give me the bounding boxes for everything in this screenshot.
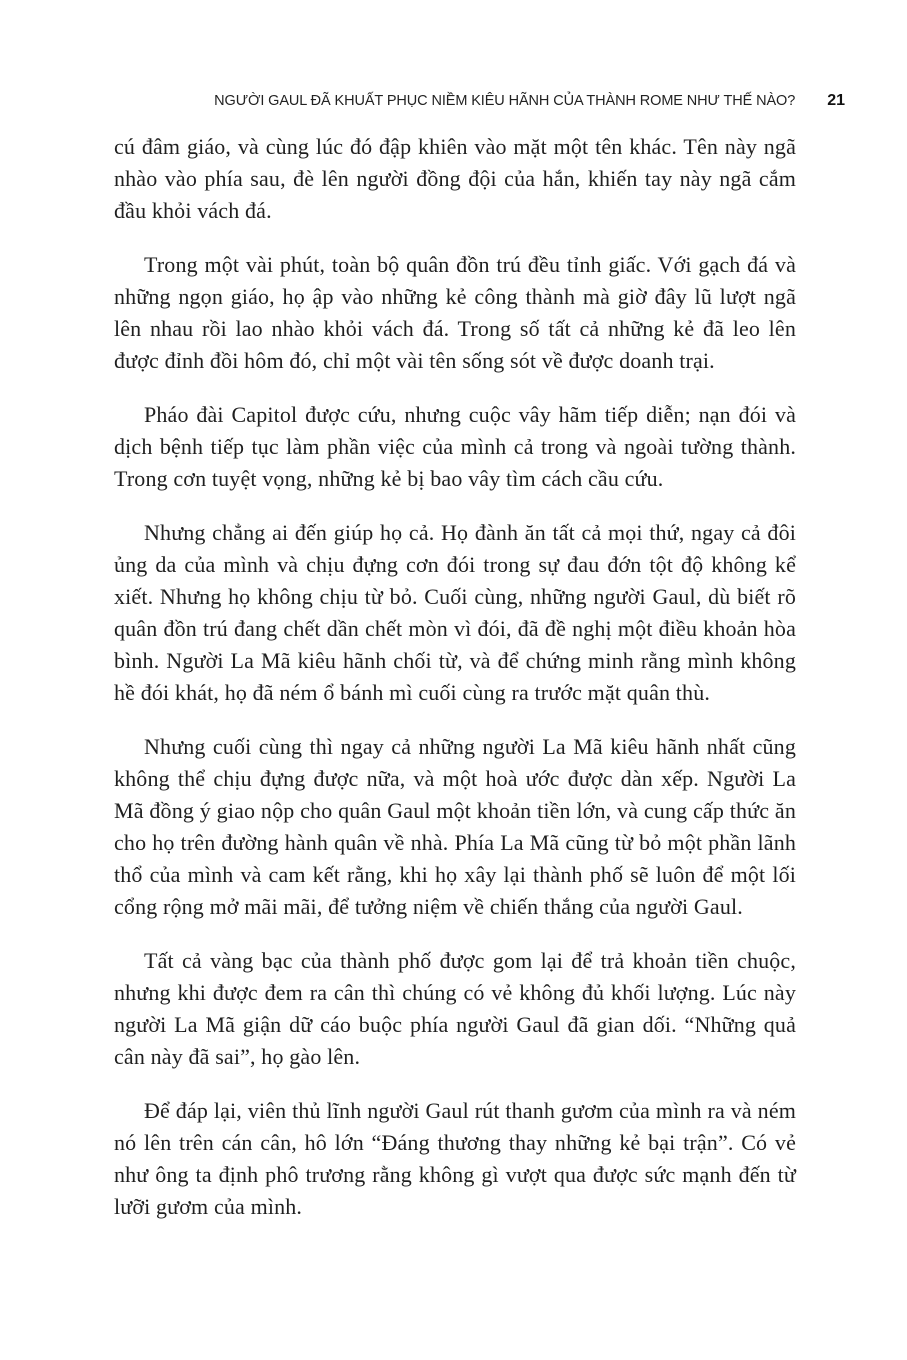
paragraph-7: Để đáp lại, viên thủ lĩnh người Gaul rút thanh gươm của mình ra và ném nó lên trên cán cân, hô lớn “Đáng thương thay những kẻ bại trận”. Có vẻ như ông ta định phô trương rằng không gì vượt qua được sức mạnh đến từ lưỡi gươm của mình. xyxy=(114,1098,796,1219)
running-title: NGƯỜI GAUL ĐÃ KHUẤT PHỤC NIỀM KIÊU HÃNH CỦA THÀNH ROME NHƯ THẾ NÀO? xyxy=(214,93,796,109)
paragraph-6: Tất cả vàng bạc của thành phố được gom lại để trả khoản tiền chuộc, nhưng khi được đem ra cân thì chúng có vẻ không đủ khối lượng. Lúc này người La Mã giận dữ cáo buộc phía người Gaul đã gian dối. “Những quả cân này đã sai”, họ gào lên. xyxy=(114,948,796,1069)
paragraph-1: cú đâm giáo, và cùng lúc đó đập khiên vào mặt một tên khác. Tên này ngã nhào vào phía sau, đè lên người đồng đội của hắn, khiến tay này ngã cắm đầu khỏi vách đá. xyxy=(114,134,796,223)
paragraph-3: Pháo đài Capitol được cứu, nhưng cuộc vây hãm tiếp diễn; nạn đói và dịch bệnh tiếp tục làm phần việc của mình cả trong và ngoài tường thành. Trong cơn tuyệt vọng, những kẻ bị bao vây tìm cách cầu cứu. xyxy=(114,402,796,491)
paragraph-2: Trong một vài phút, toàn bộ quân đồn trú đều tỉnh giấc. Với gạch đá và những ngọn giáo, họ ập vào những kẻ công thành mà giờ đây lũ lượt ngã lên nhau rồi lao nhào khỏi vách đá. Trong số tất cả những kẻ đã leo lên được đỉnh đồi hôm đó, chỉ một vài tên sống sót về được doanh trại. xyxy=(114,252,796,373)
page-number: 21 xyxy=(827,92,845,109)
running-header xyxy=(110,92,845,116)
paragraph-4: Nhưng chẳng ai đến giúp họ cả. Họ đành ăn tất cả mọi thứ, ngay cả đôi ủng da của mình và chịu đựng cơn đói trong sự đau đớn tột độ không kể xiết. Nhưng họ không chịu từ bỏ. Cuối cùng, những người Gaul, dù biết rõ quân đồn trú đang chết dần chết mòn vì đói, đã đề nghị một điều khoản hòa bình. Người La Mã kiêu hãnh chối từ, và để chứng minh rằng mình không hề đói khát, họ đã ném ổ bánh mì cuối cùng ra trước mặt quân thù. xyxy=(114,520,796,705)
body-text xyxy=(114,131,796,1245)
paragraph-5: Nhưng cuối cùng thì ngay cả những người La Mã kiêu hãnh nhất cũng không thể chịu đựng được nữa, và một hoà ước được dàn xếp. Người La Mã đồng ý giao nộp cho quân Gaul một khoản tiền lớn, và cung cấp thức ăn cho họ trên đường hành quân về nhà. Phía La Mã cũng từ bỏ một phần lãnh thổ của mình và cam kết rằng, khi họ xây lại thành phố sẽ luôn để một lối cổng rộng mở mãi mãi, để tưởng niệm về chiến thắng của người Gaul. xyxy=(114,734,796,919)
